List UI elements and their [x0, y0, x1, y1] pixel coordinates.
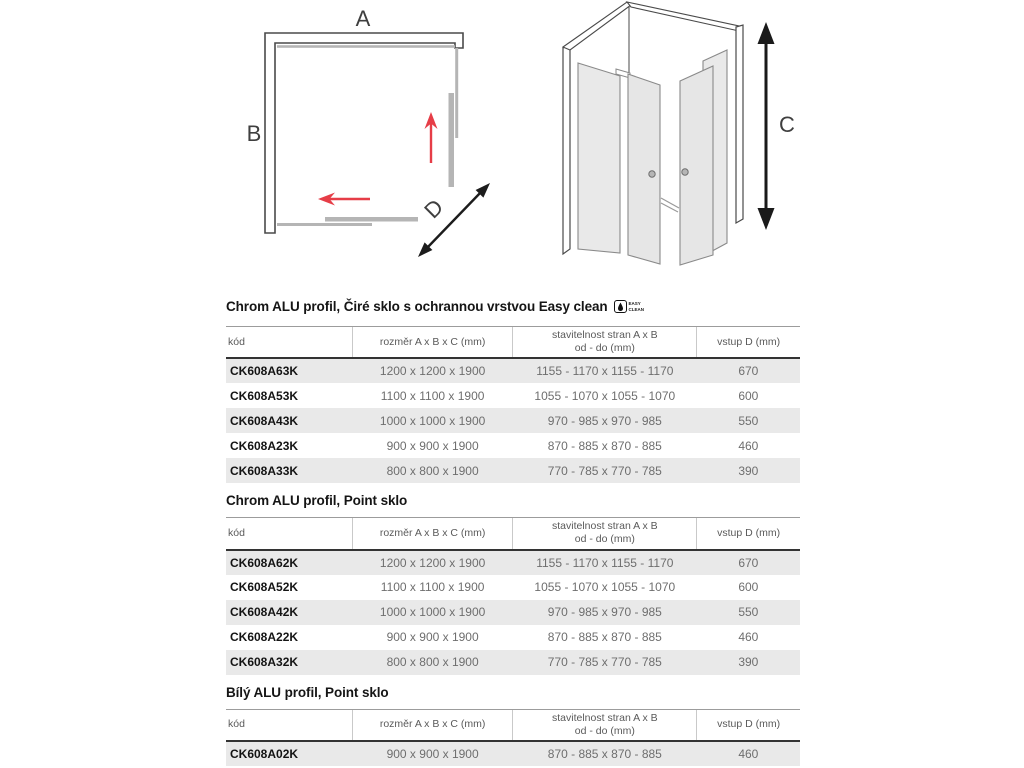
entry-width-value: 550: [738, 605, 759, 619]
dimensions-value: 900 x 900 x 1900: [386, 746, 479, 761]
product-code: CK608A53K: [230, 388, 299, 403]
col-header-vstup: vstup D (mm): [697, 327, 800, 359]
section-title: Bílý ALU profil, Point sklo: [226, 684, 389, 700]
top-glass-panel: [277, 45, 455, 48]
tray-edge-line-2: [661, 203, 678, 212]
col-header-rozmer: rozměr A x B x C (mm): [352, 327, 513, 359]
table-row: [226, 650, 800, 675]
plan-view-diagram: [230, 0, 510, 270]
height-arrow-c: [758, 22, 775, 230]
section-title: Chrom ALU profil, Čiré sklo s ochrannou vrstvou Easy clean: [226, 299, 608, 314]
easy-clean-label-line1: EASY: [628, 301, 641, 307]
table-row: [226, 575, 800, 600]
col-header-stavitelnost-line1: stavitelnost stran A x B: [552, 711, 658, 724]
table-row: [226, 458, 800, 483]
product-code: CK608A43K: [230, 413, 299, 428]
col-header-stavitelnost-line2: od - do (mm): [574, 533, 635, 546]
col-header-kod: kód: [226, 709, 352, 741]
section-header-bily-point: [226, 685, 800, 700]
adjustability-value: 1055 - 1070 x 1055 - 1070: [534, 580, 676, 594]
perspective-diagram: [540, 0, 800, 270]
dimensions-value: 1000 x 1000 x 1900: [379, 605, 486, 619]
col-header-stavitelnost-line2: od - do (mm): [574, 342, 635, 355]
left-fixed-glass: [578, 63, 620, 253]
door-direction-arrow-up: [425, 112, 438, 163]
col-header-rozmer: rozměr A x B x C (mm): [352, 518, 513, 550]
table-header-row: [226, 518, 800, 550]
col-header-rozmer: rozměr A x B x C (mm): [352, 709, 513, 741]
dimension-label-c: C: [779, 112, 795, 137]
table-header-row: [226, 327, 800, 359]
dimensions-value: 900 x 900 x 1900: [386, 630, 479, 644]
entry-width-value: 460: [738, 438, 759, 453]
table-row: [226, 741, 800, 766]
dimensions-value: 800 x 800 x 1900: [386, 463, 479, 478]
dimensions-value: 1100 x 1100 x 1900: [380, 388, 485, 403]
spec-table-bily-point: [226, 709, 800, 766]
product-code: CK608A52K: [230, 580, 299, 594]
dimensions-value: 1100 x 1100 x 1900: [380, 580, 485, 594]
col-header-kod: kód: [226, 327, 352, 359]
adjustability-value: 870 - 885 x 870 - 885: [547, 438, 662, 453]
dimensions-value: 800 x 800 x 1900: [386, 655, 479, 669]
left-wall-top-rim: [563, 2, 631, 50]
col-header-kod: kód: [226, 518, 352, 550]
easy-clean-badge: [614, 300, 645, 313]
section-header-chrom-point: [226, 493, 800, 508]
table-row: [226, 383, 800, 408]
left-door-handle: [649, 171, 655, 177]
table-row: [226, 600, 800, 625]
adjustability-value: 870 - 885 x 870 - 885: [547, 746, 662, 761]
table-header-row: [226, 709, 800, 741]
adjustability-value: 770 - 785 x 770 - 785: [547, 463, 662, 478]
product-code: CK608A02K: [230, 746, 299, 761]
easy-clean-label: [629, 301, 645, 311]
product-code: CK608A22K: [230, 630, 299, 644]
table-row: [226, 625, 800, 650]
section-title: Chrom ALU profil, Point sklo: [226, 493, 408, 509]
entry-width-value: 600: [738, 388, 759, 403]
right-wall-edge: [736, 25, 743, 223]
entry-width-value: 460: [738, 630, 759, 644]
door-direction-arrow-left: [318, 193, 370, 206]
right-door-glass: [680, 66, 713, 265]
col-header-stavitelnost-line1: stavitelnost stran A x B: [552, 329, 658, 341]
product-code: CK608A32K: [230, 655, 299, 669]
easy-clean-label-line2: CLEAN: [628, 306, 645, 312]
product-code: CK608A62K: [230, 555, 299, 570]
bottom-sliding-door: [325, 217, 418, 222]
product-code: CK608A33K: [230, 463, 299, 478]
adjustability-value: 870 - 885 x 870 - 885: [547, 630, 662, 644]
adjustability-value: 970 - 985 x 970 - 985: [547, 605, 662, 619]
spec-table-chrom-point: [226, 517, 800, 674]
adjustability-value: 1055 - 1070 x 1055 - 1070: [534, 388, 676, 403]
entry-width-value: 460: [738, 746, 759, 761]
adjustability-value: 1155 - 1170 x 1155 - 1170: [536, 364, 674, 379]
col-header-stavitelnost-line2: od - do (mm): [574, 724, 635, 737]
col-header-stavitelnost: [513, 709, 697, 741]
product-code: CK608A42K: [230, 605, 299, 619]
col-header-stavitelnost: [513, 518, 697, 550]
right-wall-top-rim: [627, 2, 739, 31]
table-row: [226, 408, 800, 433]
table-row: [226, 358, 800, 383]
spec-tables-area: [226, 299, 800, 766]
bottom-fixed-panel: [277, 223, 372, 226]
entry-width-value: 670: [738, 555, 759, 570]
entry-width-value: 390: [738, 655, 759, 669]
table-row: [226, 433, 800, 458]
adjustability-value: 1155 - 1170 x 1155 - 1170: [536, 555, 674, 570]
product-code: CK608A23K: [230, 438, 299, 453]
table-row: [226, 550, 800, 575]
col-header-vstup: vstup D (mm): [697, 518, 800, 550]
adjustability-value: 970 - 985 x 970 - 985: [547, 413, 662, 428]
easy-clean-drop-icon: [614, 300, 627, 313]
entry-width-value: 390: [738, 463, 759, 478]
left-door-glass: [628, 74, 660, 264]
col-header-stavitelnost: [513, 327, 697, 359]
col-header-vstup: vstup D (mm): [697, 709, 800, 741]
dimensions-value: 900 x 900 x 1900: [386, 438, 479, 453]
entry-width-value: 550: [738, 413, 759, 428]
right-door-handle: [682, 169, 688, 175]
col-header-stavitelnost-line1: stavitelnost stran A x B: [552, 520, 658, 533]
spec-table-chrom-cire: [226, 326, 800, 483]
adjustability-value: 770 - 785 x 770 - 785: [547, 655, 662, 669]
dimension-label-b: B: [246, 121, 262, 146]
entry-diagonal-arrow: [418, 183, 490, 257]
left-wall-edge: [563, 45, 570, 254]
product-code: CK608A63K: [230, 364, 299, 379]
dimensions-value: 1000 x 1000 x 1900: [379, 413, 486, 428]
dimension-label-a: A: [355, 6, 371, 31]
entry-width-value: 600: [738, 580, 759, 594]
entry-width-value: 670: [738, 364, 759, 379]
dimensions-value: 1200 x 1200 x 1900: [379, 364, 486, 379]
tray-edge-line: [661, 198, 679, 208]
dimension-label-d: D: [419, 194, 449, 224]
dimensions-value: 1200 x 1200 x 1900: [379, 555, 486, 570]
section-header-chrom-cire: [226, 299, 800, 314]
right-sliding-door: [449, 93, 455, 187]
right-fixed-panel: [455, 48, 458, 138]
